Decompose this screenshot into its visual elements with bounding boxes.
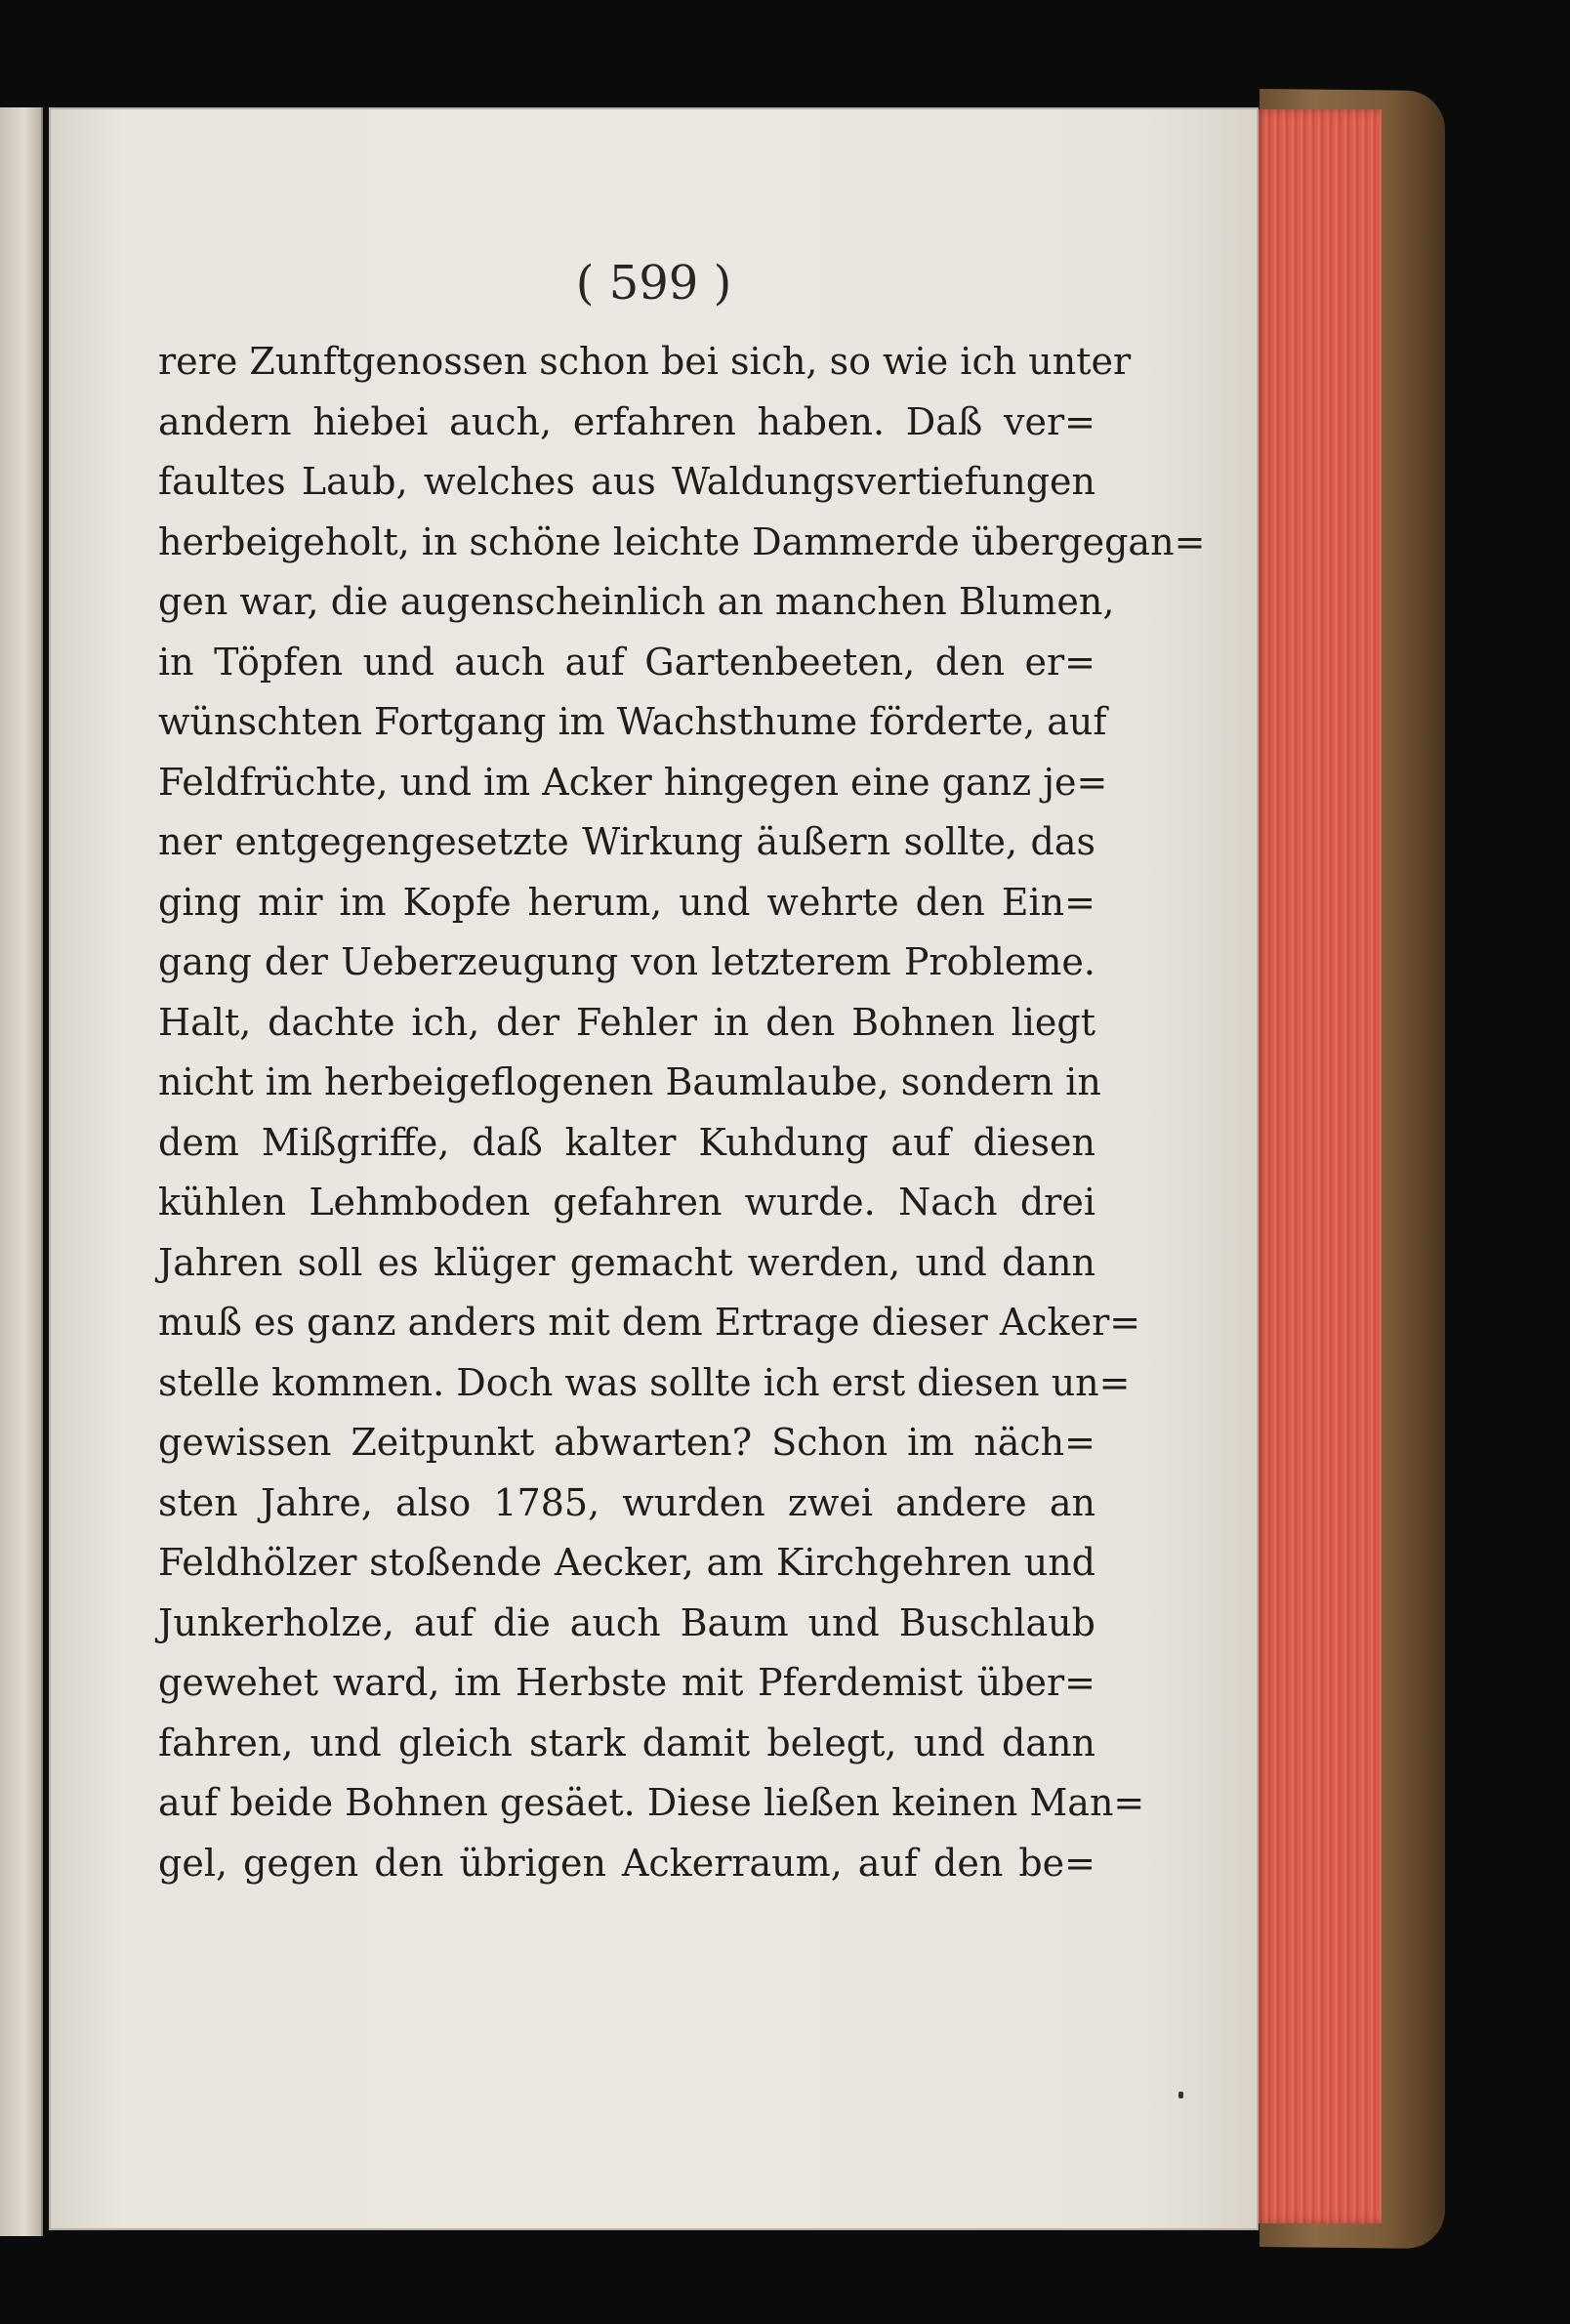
text-line: rere Zunftgenossen schon bei sich, so wie ich unter (158, 340, 1132, 383)
left-page-edge (0, 107, 43, 2236)
text-line: gel, gegen den übrigen Ackerraum, auf den be= (158, 1841, 1095, 1885)
red-page-edges (1255, 109, 1382, 2223)
text-line: stelle kommen. Doch was sollte ich erst diesen un= (158, 1360, 1131, 1404)
text-line: muß es ganz anders mit dem Ertrage dieser Acker= (158, 1301, 1141, 1344)
text-line: in Töpfen und auch auf Gartenbeeten, den er= (158, 640, 1095, 684)
text-line: herbeigeholt, in schöne leichte Dammerde übergegan= (158, 519, 1206, 563)
text-line: wünschten Fortgang im Wachsthume förderte, auf (158, 700, 1107, 743)
text-line: Halt, dachte ich, der Fehler in den Bohnen liegt (158, 1000, 1095, 1044)
page-number: ( 599 ) (575, 256, 732, 311)
text-line: gewehet ward, im Herbste mit Pferdemist über= (158, 1661, 1095, 1704)
book-page (51, 109, 1257, 2228)
body-text (158, 332, 1206, 1893)
text-line: fahren, und gleich stark damit belegt, und dann (158, 1721, 1095, 1764)
text-line: ner entgegengesetzte Wirkung äußern sollte, das (158, 820, 1095, 863)
text-line: auf beide Bohnen gesäet. Diese ließen keinen Man= (158, 1781, 1145, 1824)
text-line: dem Mißgriffe, daß kalter Kuhdung auf diesen (158, 1120, 1095, 1164)
text-line: andern hiebei auch, erfahren haben. Daß ver= (158, 399, 1095, 443)
text-line: gewissen Zeitpunkt abwarten? Schon im näch= (158, 1421, 1095, 1464)
text-line: gen war, die augenscheinlich an manchen Blumen, (158, 580, 1115, 623)
text-line: Jahren soll es klüger gemacht werden, und dann (158, 1240, 1095, 1284)
text-line: kühlen Lehmboden gefahren wurde. Nach drei (158, 1181, 1095, 1224)
ink-speck (1178, 2092, 1183, 2098)
text-line: nicht im herbeigeflogenen Baumlaube, sondern in (158, 1060, 1101, 1103)
text-line: Feldhölzer stoßende Aecker, am Kirchgehren und (158, 1541, 1095, 1584)
text-line: ging mir im Kopfe herum, und wehrte den Ein= (158, 880, 1095, 924)
text-line: Feldfrüchte, und im Acker hingegen eine ganz je= (158, 760, 1108, 804)
text-line: faultes Laub, welches aus Waldungsvertiefungen (158, 460, 1095, 503)
text-line: Junkerholze, auf die auch Baum und Buschlaub (158, 1600, 1095, 1644)
text-line: sten Jahre, also 1785, wurden zwei andere an (158, 1480, 1095, 1524)
text-line: gang der Ueberzeugung von letzterem Probleme. (158, 940, 1095, 983)
